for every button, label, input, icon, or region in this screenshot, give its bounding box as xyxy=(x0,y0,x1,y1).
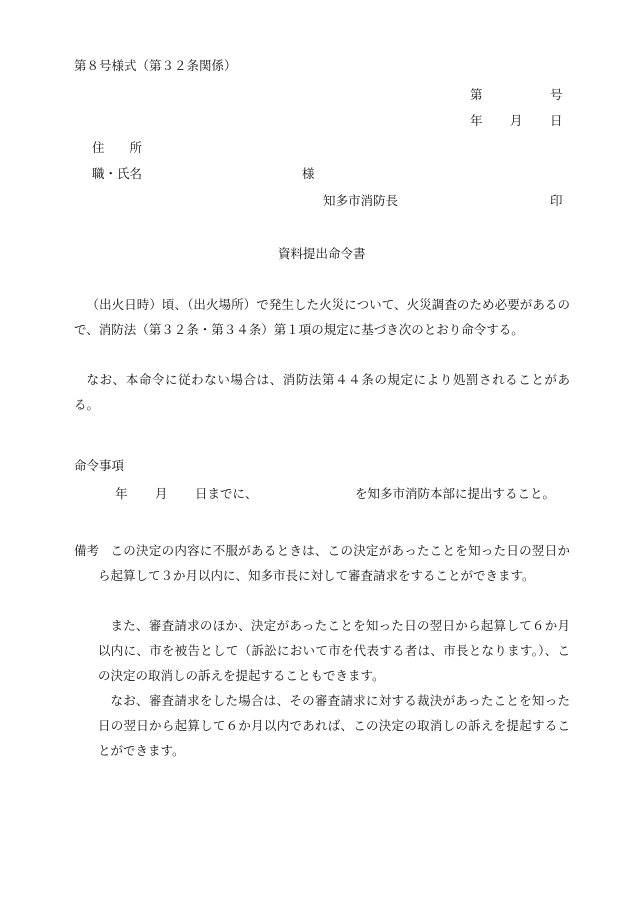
order-month: 月 xyxy=(155,486,168,501)
order-deadline: 日までに、 xyxy=(195,486,258,501)
body-paragraph-1: （出火日時）頃、（出火場所）で発生した火災について、火災調査のため必要があるので、消防法（第３２条・第３４条）第１項の規定に基づき次のとおり命令する。 xyxy=(74,297,570,337)
order-submit-text: を知多市消防本部に提出すること。 xyxy=(355,486,556,501)
seal-mark: 印 xyxy=(550,193,563,208)
date-year: 年 xyxy=(470,113,483,128)
form-label: 第８号様式（第３２条関係） xyxy=(74,58,237,73)
remark-item-2: また、審査請求のほか、決定があったことを知った日の翌日から起算して６か月以内に、市を被告として（訴訟において市を代表する者は、市長となります。）、この決定の取消しの訴えを提起することもできます。 xyxy=(98,618,570,683)
doc-number-suffix: 号 xyxy=(550,87,563,102)
remark-item-3: なお、審査請求をした場合は、その審査請求に対する裁決があったことを知った日の翌日から起算して６か月以内であれば、この決定の取消しの訴えを提起することができます。 xyxy=(98,693,570,758)
order-year: 年 xyxy=(115,486,128,501)
honorific: 様 xyxy=(302,166,315,181)
body-paragraph-2: なお、本命令に従わない場合は、消防法第４４条の規定により処罰されることがある。 xyxy=(74,372,570,412)
document-title: 資料提出命令書 xyxy=(278,246,366,261)
order-heading: 命令事項 xyxy=(74,458,125,473)
issuer-title: 知多市消防長 xyxy=(323,193,399,208)
date-month: 月 xyxy=(510,113,523,128)
name-label: 職・氏名 xyxy=(92,166,143,181)
date-day: 日 xyxy=(550,113,563,128)
address-label: 住 所 xyxy=(92,140,143,155)
remarks-label: 備考 xyxy=(74,543,100,558)
doc-number-prefix: 第 xyxy=(470,87,483,102)
remark-item-1: この決定の内容に不服があるときは、この決定があったことを知った日の翌日から起算して３か月以内に、知多市長に対して審査請求をすることができます。 xyxy=(98,543,570,583)
